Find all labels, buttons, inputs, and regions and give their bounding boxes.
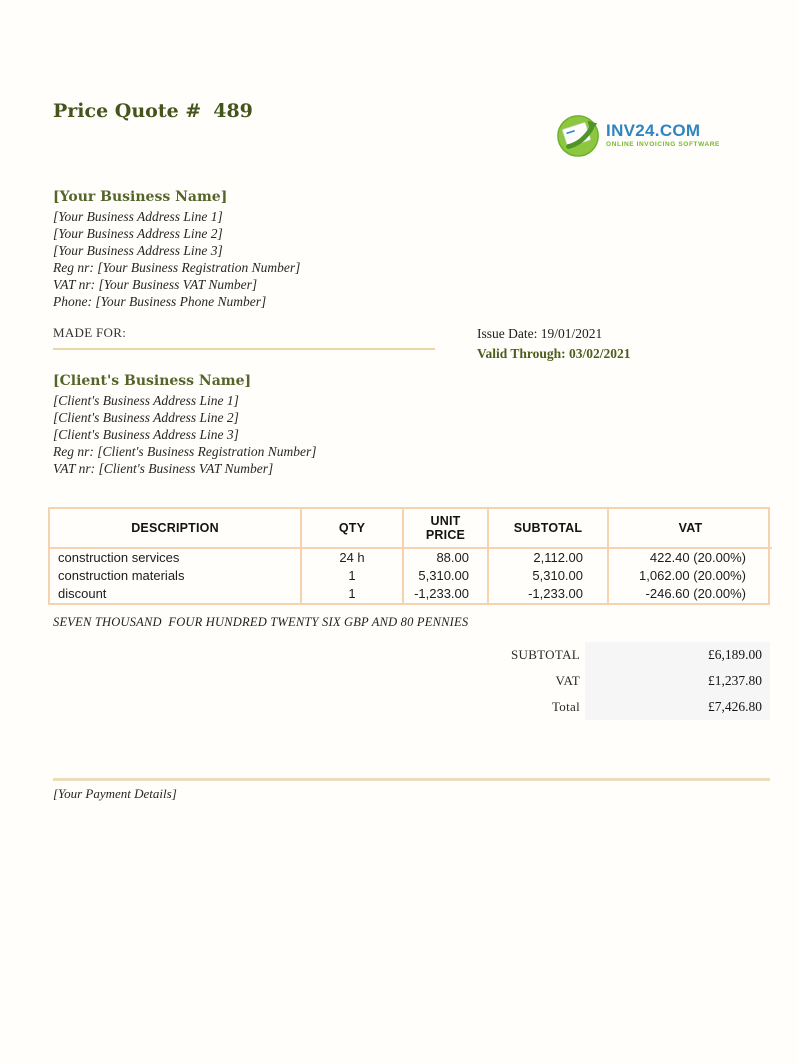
payment-details: [Your Payment Details] (53, 786, 177, 801)
header (53, 98, 770, 158)
column-header-vat: VAT (607, 509, 772, 549)
page-title (53, 98, 253, 124)
valid-through-date: Valid Through: 03/02/2021 (477, 346, 631, 361)
line-item-unit-price: 5,310.00 (402, 567, 487, 585)
line-item-qty: 1 (300, 567, 402, 585)
made-for-underline (53, 324, 435, 350)
line-item-vat: 422.40 (20.00%) (607, 549, 772, 567)
column-header-description: DESCRIPTION (50, 509, 300, 549)
business-reg-number: Reg nr: [Your Business Registration Number] (53, 260, 301, 275)
client-address-line: [Client's Business Address Line 2] (53, 410, 239, 425)
quote-number: 489 (213, 100, 253, 122)
business-info (53, 188, 770, 310)
totals-block (53, 642, 770, 720)
business-vat-number: VAT nr: [Your Business VAT Number] (53, 277, 258, 292)
inv24-envelope-arrow-icon (556, 112, 602, 158)
made-for-label: MADE FOR: (53, 325, 127, 340)
dates-block (477, 324, 631, 364)
line-item-description: construction materials (58, 568, 185, 583)
line-item-description: discount (58, 586, 107, 601)
vat-label: VAT (555, 673, 580, 688)
payment-divider (53, 778, 770, 781)
column-header-subtotal: SUBTOTAL (487, 509, 607, 549)
made-for-and-dates-row (53, 324, 770, 364)
line-item-unit-price: 88.00 (402, 549, 487, 567)
line-items-table (48, 507, 770, 605)
column-header-qty: QTY (300, 509, 402, 549)
line-item-subtotal: -1,233.00 (487, 585, 607, 603)
logo-name: INV24.COM (606, 121, 701, 140)
subtotal-label: SUBTOTAL (510, 647, 580, 662)
client-address-line: [Client's Business Address Line 3] (53, 427, 239, 442)
client-reg-number: Reg nr: [Client's Business Registration Number] (53, 444, 317, 459)
issue-date: Issue Date: 19/01/2021 (477, 326, 603, 341)
business-phone: Phone: [Your Business Phone Number] (53, 294, 267, 309)
line-item-unit-price: -1,233.00 (402, 585, 487, 603)
business-address-line: [Your Business Address Line 3] (53, 243, 223, 258)
line-item-subtotal: 2,112.00 (487, 549, 607, 567)
client-info (53, 372, 770, 477)
vat-value: £1,237.80 (585, 668, 770, 694)
line-item-vat: 1,062.00 (20.00%) (607, 567, 772, 585)
logo-text-column (606, 122, 720, 148)
client-name: [Client's Business Name] (53, 373, 252, 389)
inv24-logo (556, 112, 720, 158)
total-label: Total (551, 699, 580, 714)
line-item-vat: -246.60 (20.00%) (607, 585, 772, 603)
business-address-line: [Your Business Address Line 2] (53, 226, 223, 241)
logo-tagline: ONLINE INVOICING SOFTWARE (606, 141, 720, 148)
line-item-qty: 24 h (300, 549, 402, 567)
client-vat-number: VAT nr: [Client's Business VAT Number] (53, 461, 274, 476)
column-header-unit-price: UNIT PRICE (402, 509, 487, 549)
line-item-subtotal: 5,310.00 (487, 567, 607, 585)
line-item-qty: 1 (300, 585, 402, 603)
amount-in-words: SEVEN THOUSAND FOUR HUNDRED TWENTY SIX GBP AND 80 PENNIES (53, 615, 469, 629)
business-address-line: [Your Business Address Line 1] (53, 209, 223, 224)
subtotal-value: £6,189.00 (585, 642, 770, 668)
line-item-description: construction services (58, 550, 180, 565)
business-name: [Your Business Name] (53, 189, 228, 205)
total-value: £7,426.80 (585, 694, 770, 720)
page-title-label: Price Quote # (53, 100, 202, 122)
client-address-line: [Client's Business Address Line 1] (53, 393, 239, 408)
